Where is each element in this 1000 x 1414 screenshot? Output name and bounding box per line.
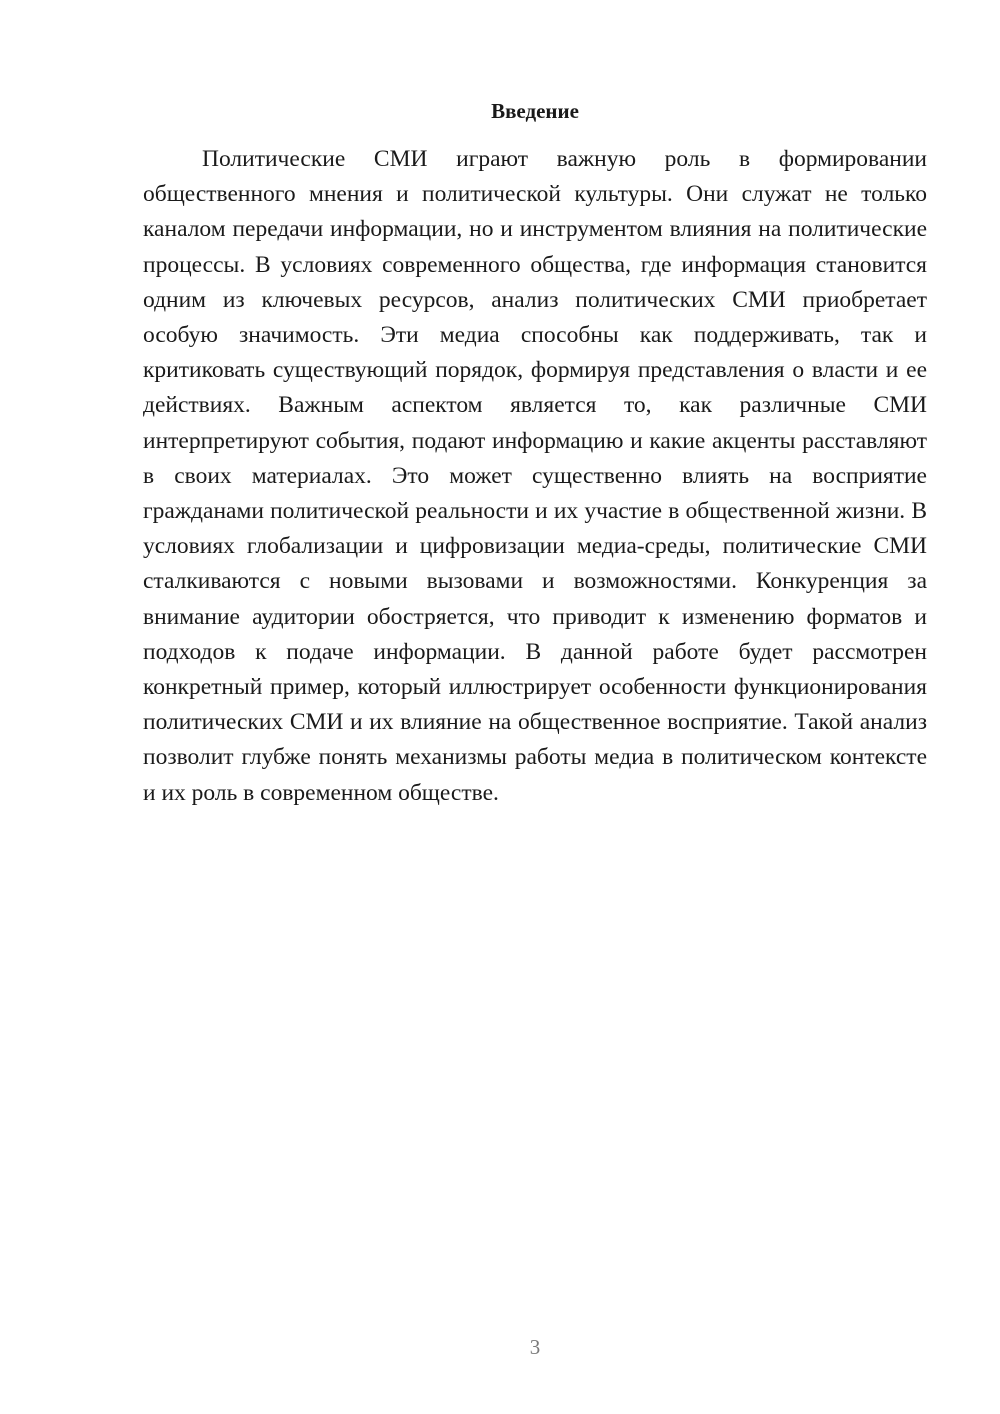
section-heading: Введение: [491, 99, 579, 123]
page-number: 3: [529, 1335, 541, 1359]
body-paragraph: Политические СМИ играют важную роль в формировании общественного мнения и политической культуры. Они служат не только каналом передачи информации, но и инструментом влияния на политические процессы. В условиях современного общества, где информация становится одним из ключевых ресурсов, анализ политических СМИ приобретает особую значимость. Эти медиа способны как поддерживать, так и критиковать существующий порядок, формируя представления о власти и ее действиях. Важным аспектом является то, как различные СМИ интерпретируют события, подают информацию и какие акценты расставляют в своих материалах. Это может существенно влиять на восприятие гражданами политической реальности и их участие в общественной жизни. В условиях глобализации и цифровизации медиа-среды, политические СМИ сталкиваются с новыми вызовами и возможностями. Конкуренция за внимание аудитории обостряется, что приводит к изменению форматов и подходов к подаче информации. В данной работе будет рассмотрен конкретный пример, который иллюстрирует особенности функционирования политических СМИ и их влияние на общественное восприятие. Такой анализ позволит глубже понять механизмы работы медиа в политическом контексте и их роль в современном обществе.: [143, 146, 927, 806]
